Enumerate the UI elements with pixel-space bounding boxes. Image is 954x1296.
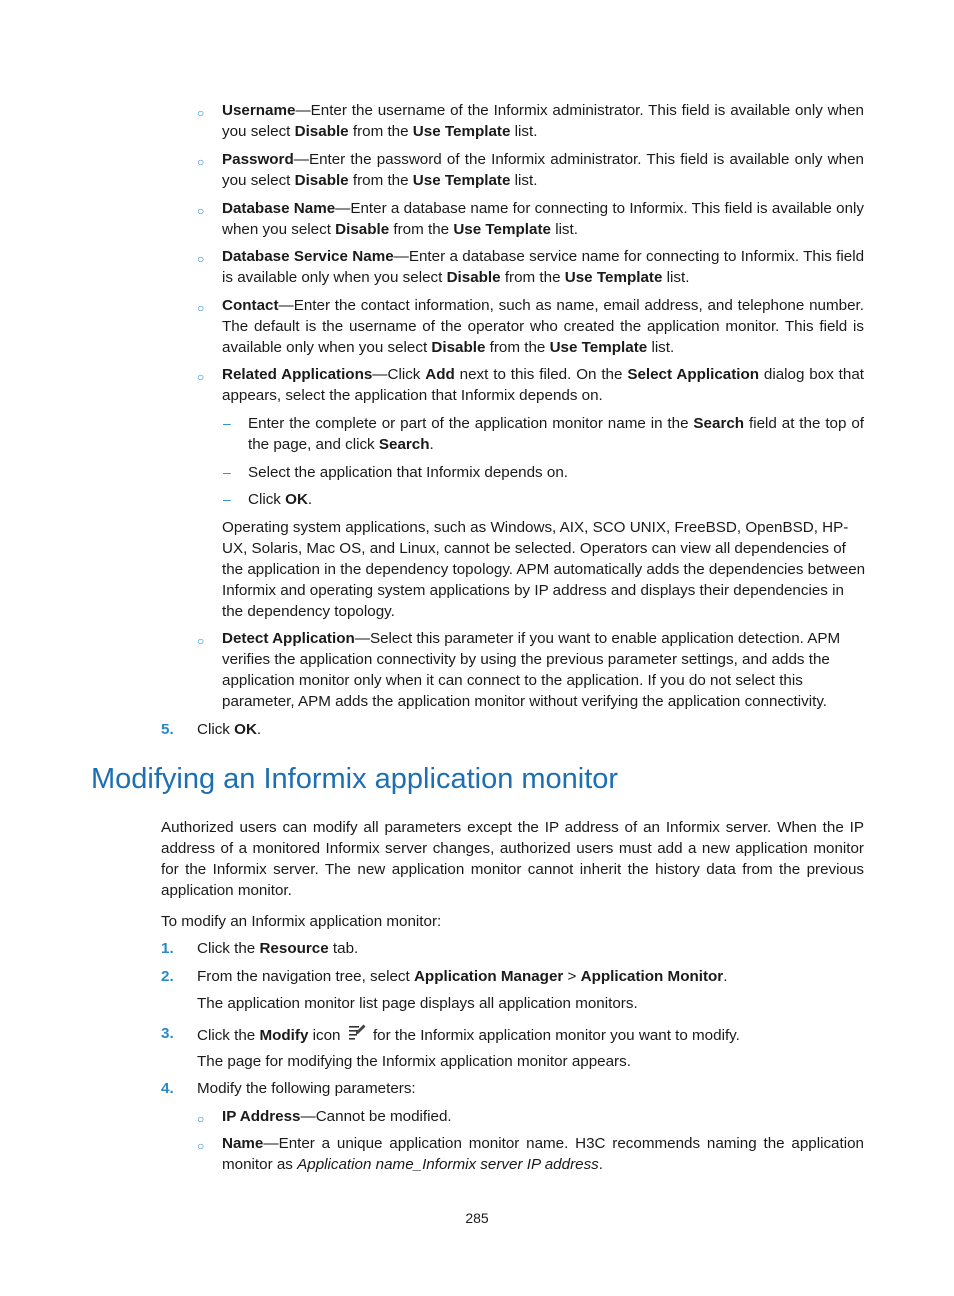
- related-note: Operating system applications, such as Windows, AIX, SCO UNIX, FreeBSD, OpenBSD, HP-UX, Solaris, Mac OS, and Linux, cannot be selected. Operators can view all dependencies of the application in the dependency topology. APM automatically adds the dependencies between Informix and operating system applications by IP address and displays their dependencies in the dependency topology.: [222, 519, 866, 620]
- param-password: Password—Enter the password of the Informix administrator. This field is available only when you select Disable from the Use Template list.: [222, 151, 864, 189]
- dash-icon: –: [223, 491, 231, 507]
- step-number: 1.: [161, 940, 174, 957]
- step-number: 3.: [161, 1025, 174, 1042]
- param-detect-application: Detect Application—Select this parameter if you want to enable application detection. APM verifies the application connectivity by using the previous parameter settings, and adds the application monitor only when it can connect to the application. If you do not select this parameter, APM adds the application monitor without verifying the application connectivity.: [222, 630, 841, 710]
- param-database-name: Database Name—Enter a database name for connecting to Informix. This field is available only when you select Disable from the Use Template list.: [222, 200, 864, 238]
- intro-paragraph: Authorized users can modify all parameters except the IP address of an Informix server. When the IP address of a monitored Informix server changes, authorized users must add a new application monitor for the Informix server. The new application monitor cannot inherit the history data from the previous application monitor.: [161, 819, 864, 899]
- param-database-service-name: Database Service Name—Enter a database service name for connecting to Informix. This field is available only when you select Disable from the Use Template list.: [222, 248, 865, 286]
- page-number: 285: [465, 1210, 489, 1226]
- section-heading: Modifying an Informix application monitor: [91, 763, 619, 795]
- param-contact: Contact—Enter the contact information, such as name, email address, and telephone number. The default is the username of the operator who created the application monitor. This field is available only when you select Disable from the Use Template list.: [222, 297, 864, 356]
- step-4: Modify the following parameters:: [197, 1080, 416, 1097]
- bullet-icon: ○: [197, 106, 205, 120]
- bullet-icon: ○: [197, 155, 205, 169]
- step-1: Click the Resource tab.: [197, 940, 359, 957]
- param-username: Username—Enter the username of the Informix administrator. This field is available only when you select Disable from the Use Template list.: [222, 102, 864, 140]
- step-number: 2.: [161, 968, 174, 985]
- param-related-applications: Related Applications—Click Add next to this filed. On the Select Application dialog box that appears, select the application that Informix depends on.: [222, 366, 864, 404]
- step-3-note: The page for modifying the Informix application monitor appears.: [197, 1053, 631, 1070]
- dash-icon: –: [223, 464, 231, 480]
- bullet-icon: ○: [197, 1139, 205, 1153]
- param-name: Name—Enter a unique application monitor name. H3C recommends naming the application monitor as Application name_Informix server IP address.: [222, 1135, 864, 1173]
- bullet-icon: ○: [197, 1112, 205, 1126]
- bullet-icon: ○: [197, 204, 205, 218]
- dash-icon: –: [223, 415, 231, 431]
- step-2: From the navigation tree, select Application Manager > Application Monitor.: [197, 968, 728, 985]
- step-3: Click the Modify icon for the Informix application monitor you want to modify.: [197, 1023, 740, 1046]
- related-sub-step-select: Select the application that Informix depends on.: [248, 464, 568, 481]
- param-ip-address: IP Address—Cannot be modified.: [222, 1108, 452, 1125]
- related-sub-step-search: Enter the complete or part of the application monitor name in the Search field at the top of the page, and click Search.: [248, 415, 864, 453]
- bullet-icon: ○: [197, 370, 205, 384]
- bullet-icon: ○: [197, 252, 205, 266]
- step-5: Click OK.: [197, 721, 262, 738]
- bullet-icon: ○: [197, 301, 205, 315]
- modify-icon: [347, 1023, 367, 1043]
- related-sub-step-ok: Click OK.: [248, 491, 313, 508]
- step-2-note: The application monitor list page displays all application monitors.: [197, 995, 638, 1012]
- step-number: 4.: [161, 1080, 174, 1097]
- step-number: 5.: [161, 721, 174, 738]
- bullet-icon: ○: [197, 634, 205, 648]
- procedure-intro: To modify an Informix application monitor:: [161, 913, 442, 930]
